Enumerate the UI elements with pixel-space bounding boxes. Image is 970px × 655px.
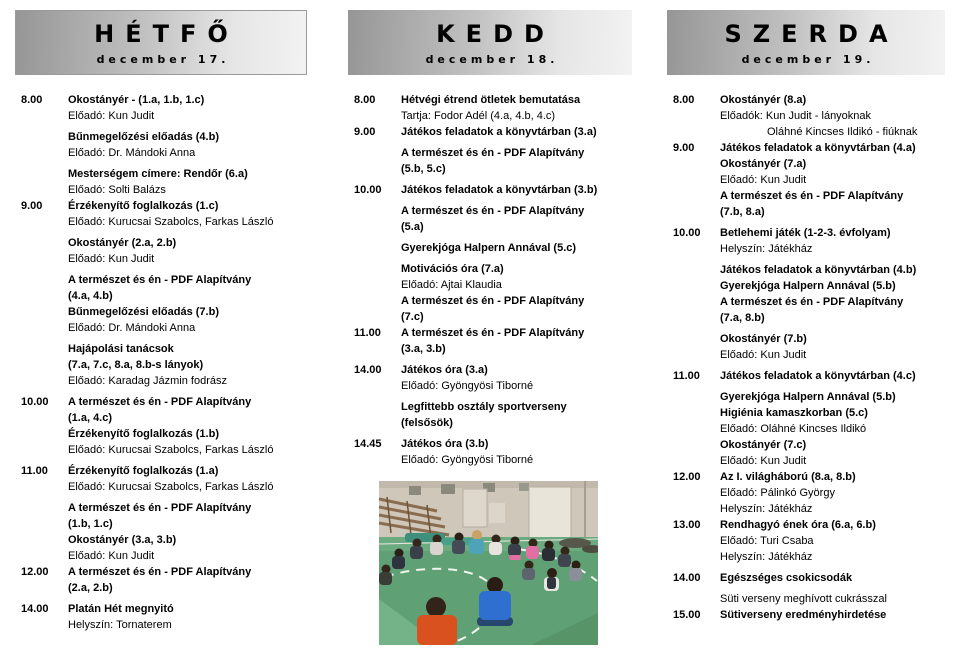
- entry-text: Előadó: Dr. Mándoki Anna: [68, 322, 196, 334]
- entry-text: Előadó: Kun Judit: [720, 455, 807, 467]
- schedule-entry: [667, 517, 955, 533]
- day-date-monday: december 17.: [96, 52, 230, 66]
- schedule-entry: [348, 277, 634, 293]
- entry-time: 11.00: [21, 465, 48, 477]
- schedule-entry: [667, 485, 955, 501]
- schedule-entry: [348, 309, 634, 325]
- schedule-entry: [348, 436, 634, 452]
- entry-text: Előadó: Kun Judit: [720, 349, 807, 361]
- schedule-entry: [15, 394, 309, 410]
- entry-text: Játékos feladatok a könyvtárban (4.b): [720, 264, 917, 276]
- schedule-entry: [15, 463, 309, 479]
- schedule-entry: [667, 225, 955, 241]
- schedule-entry: [667, 501, 955, 517]
- schedule-entry: [15, 288, 309, 304]
- entry-time: 13.00: [673, 519, 701, 531]
- schedule-entry: [15, 617, 309, 633]
- entry-text: Előadó: Oláhné Kincses Ildikó: [720, 423, 867, 435]
- schedule-entry: [667, 140, 955, 156]
- entry-text: Gyerekjóga Halpern Annával (5.b): [720, 391, 896, 403]
- schedule-entry: [15, 500, 309, 516]
- entry-text: A természet és én - PDF Alapítvány: [68, 502, 252, 514]
- day-header-tuesday: [348, 10, 632, 75]
- schedule-entry: [15, 145, 309, 161]
- schedule-entry: [348, 261, 634, 277]
- entry-text: A természet és én - PDF Alapítvány: [401, 205, 585, 217]
- entry-time: 12.00: [673, 471, 701, 483]
- entry-text: Hajápolási tanácsok: [68, 343, 174, 355]
- day-date-wednesday: december 19.: [741, 52, 875, 66]
- entry-text: (7.a, 7.c, 8.a, 8.b-s lányok): [68, 359, 204, 371]
- schedule-entry: [348, 240, 634, 256]
- schedule-entry: [667, 156, 955, 172]
- entry-text: (7.a, 8.b): [720, 312, 765, 324]
- entry-text: Okostányér (7.b): [720, 333, 807, 345]
- day-title-tuesday: KEDD: [436, 19, 555, 48]
- entry-text: Platán Hét megnyitó: [68, 603, 174, 615]
- entry-text: A természet és én - PDF Alapítvány: [401, 327, 585, 339]
- entry-text: Érzékenyítő foglalkozás (1.a): [68, 465, 219, 477]
- entry-time: 11.00: [354, 327, 381, 339]
- entry-text: Rendhagyó ének óra (6.a, 6.b): [720, 519, 876, 531]
- entry-text: Hétvégi étrend ötletek bemutatása: [401, 94, 581, 106]
- day-column-wednesday: [667, 10, 955, 623]
- schedule-entry: [348, 108, 634, 124]
- schedule-entry: [667, 204, 955, 220]
- schedule-entry: [15, 320, 309, 336]
- entry-time: 8.00: [354, 94, 376, 106]
- schedule-entry: [667, 591, 955, 607]
- entry-text: (5.b, 5.c): [401, 163, 446, 175]
- schedule-entry: [15, 251, 309, 267]
- entry-time: 14.00: [21, 603, 49, 615]
- schedule-entry: [15, 166, 309, 182]
- schedule-entry: [667, 469, 955, 485]
- schedule-entry: [667, 262, 955, 278]
- entry-text: Az I. világháború (8.a, 8.b): [720, 471, 856, 483]
- entry-time: 12.00: [21, 566, 49, 578]
- entry-text: (2.a, 2.b): [68, 582, 113, 594]
- schedule-monday: [15, 92, 309, 633]
- day-header-wednesday: [667, 10, 945, 75]
- schedule-entry: [15, 182, 309, 198]
- entry-time: 8.00: [21, 94, 43, 106]
- entry-text: Játékos feladatok a könyvtárban (3.a): [401, 126, 597, 138]
- day-column-tuesday: [348, 10, 634, 645]
- entry-text: Helyszín: Tornaterem: [68, 619, 172, 631]
- day-column-monday: [15, 10, 309, 633]
- entry-text: (5.a): [401, 221, 424, 233]
- schedule-entry: [667, 570, 955, 586]
- entry-text: A természet és én - PDF Alapítvány: [720, 296, 904, 308]
- schedule-entry: [667, 453, 955, 469]
- entry-text: Előadó: Kun Judit: [68, 550, 155, 562]
- day-date-tuesday: december 18.: [425, 52, 559, 66]
- entry-text: Helyszín: Játékház: [720, 551, 813, 563]
- schedule-entry: [15, 373, 309, 389]
- schedule-entry: [15, 272, 309, 288]
- entry-text: Süti verseny meghívott cukrásszal: [720, 593, 887, 605]
- schedule-entry: [667, 437, 955, 453]
- schedule-entry: [348, 362, 634, 378]
- entry-text: Oláhné Kincses Ildikó - fiúknak: [767, 126, 918, 138]
- schedule-entry: [15, 516, 309, 532]
- schedule-entry: [348, 452, 634, 468]
- schedule-entry: [667, 421, 955, 437]
- schedule-entry: [15, 410, 309, 426]
- entry-text: Okostányér - (1.a, 1.b, 1.c): [68, 94, 205, 106]
- entry-time: 9.00: [354, 126, 376, 138]
- entry-text: A természet és én - PDF Alapítvány: [720, 190, 904, 202]
- entry-text: Előadó: Kurucsai Szabolcs, Farkas László: [68, 481, 274, 493]
- entry-text: Előadó: Ajtai Klaudia: [401, 279, 502, 291]
- schedule-entry: [667, 310, 955, 326]
- entry-time: 9.00: [21, 200, 43, 212]
- schedule-entry: [667, 389, 955, 405]
- schedule-entry: [348, 161, 634, 177]
- schedule-entry: [15, 564, 309, 580]
- entry-text: Egészséges csokicsodák: [720, 572, 853, 584]
- entry-text: (7.b, 8.a): [720, 206, 765, 218]
- entry-text: Előadó: Kurucsai Szabolcs, Farkas László: [68, 216, 274, 228]
- entry-time: 14.00: [354, 364, 382, 376]
- entry-text: Higiénia kamaszkorban (5.c): [720, 407, 868, 419]
- entry-text: Mesterségem címere: Rendőr (6.a): [68, 168, 248, 180]
- entry-time: 14.00: [673, 572, 701, 584]
- schedule-entry: [348, 293, 634, 309]
- schedule-entry: [15, 426, 309, 442]
- schedule-entry: [667, 278, 955, 294]
- entry-text: (7.c): [401, 311, 424, 323]
- schedule-tuesday: [348, 92, 634, 468]
- entry-text: Gyerekjóga Halpern Annával (5.c): [401, 242, 577, 254]
- schedule-entry: [348, 341, 634, 357]
- schedule-wednesday: [667, 92, 955, 623]
- entry-time: 14.45: [354, 438, 382, 450]
- schedule-entry: [15, 235, 309, 251]
- schedule-entry: [348, 124, 634, 140]
- entry-text: A természet és én - PDF Alapítvány: [401, 295, 585, 307]
- entry-text: Játékos feladatok a könyvtárban (4.a): [720, 142, 916, 154]
- schedule-entry: [348, 92, 634, 108]
- entry-text: Motivációs óra (7.a): [401, 263, 504, 275]
- schedule-entry: [15, 341, 309, 357]
- entry-time: 9.00: [673, 142, 695, 154]
- entry-text: Előadó: Solti Balázs: [68, 184, 166, 196]
- schedule-entry: [348, 325, 634, 341]
- entry-text: Bűnmegelőzési előadás (7.b): [68, 306, 219, 318]
- schedule-entry: [667, 92, 955, 108]
- entry-text: A természet és én - PDF Alapítvány: [68, 396, 252, 408]
- entry-text: (1.b, 1.c): [68, 518, 113, 530]
- entry-text: Előadó: Kun Judit: [720, 174, 807, 186]
- entry-text: Előadó: Turi Csaba: [720, 535, 814, 547]
- entry-text: Tartja: Fodor Adél (4.a, 4.b, 4.c): [401, 110, 556, 122]
- entry-text: Sütiverseny eredményhirdetése: [720, 609, 887, 621]
- entry-text: A természet és én - PDF Alapítvány: [68, 566, 252, 578]
- entry-text: Okostányér (8.a): [720, 94, 807, 106]
- entry-text: Előadó: Pálinkó György: [720, 487, 835, 499]
- entry-text: Játékos óra (3.a): [401, 364, 488, 376]
- entry-text: Helyszín: Játékház: [720, 503, 813, 515]
- schedule-entry: [348, 145, 634, 161]
- entry-time: 10.00: [673, 227, 701, 239]
- schedule-entry: [667, 294, 955, 310]
- entry-text: Játékos feladatok a könyvtárban (3.b): [401, 184, 598, 196]
- entry-text: Játékos feladatok a könyvtárban (4.c): [720, 370, 916, 382]
- schedule-entry: [667, 347, 955, 363]
- schedule-entry: [15, 214, 309, 230]
- schedule-entry: [15, 304, 309, 320]
- entry-time: 10.00: [354, 184, 382, 196]
- day-header-monday: [15, 10, 307, 75]
- schedule-entry: [348, 399, 634, 415]
- entry-text: Előadó: Gyöngyösi Tiborné: [401, 454, 534, 466]
- entry-text: Okostányér (2.a, 2.b): [68, 237, 177, 249]
- schedule-entry: [15, 580, 309, 596]
- entry-text: (3.a, 3.b): [401, 343, 446, 355]
- schedule-entry: [667, 533, 955, 549]
- entry-text: (4.a, 4.b): [68, 290, 113, 302]
- schedule-entry: [15, 129, 309, 145]
- schedule-entry: [348, 378, 634, 394]
- entry-text: A természet és én - PDF Alapítvány: [68, 274, 252, 286]
- schedule-entry: [348, 203, 634, 219]
- entry-text: Előadó: Kun Judit: [68, 110, 155, 122]
- schedule-entry: [348, 415, 634, 431]
- day-title-monday: HÉTFŐ: [94, 19, 239, 48]
- entry-text: (1.a, 4.c): [68, 412, 113, 424]
- schedule-entry: [15, 548, 309, 564]
- entry-text: Okostányér (3.a, 3.b): [68, 534, 177, 546]
- schedule-entry: [15, 532, 309, 548]
- schedule-entry: [15, 198, 309, 214]
- schedule-entry: [667, 188, 955, 204]
- entry-text: A természet és én - PDF Alapítvány: [401, 147, 585, 159]
- schedule-entry: [15, 92, 309, 108]
- entry-text: Érzékenyítő foglalkozás (1.b): [68, 428, 219, 440]
- schedule-entry: [15, 442, 309, 458]
- entry-time: 10.00: [21, 396, 49, 408]
- schedule-entry: [348, 219, 634, 235]
- schedule-entry: [15, 108, 309, 124]
- entry-text: Előadó: Karadag Jázmin fodrász: [68, 375, 227, 387]
- schedule-entry: [667, 549, 955, 565]
- entry-text: Előadó: Dr. Mándoki Anna: [68, 147, 196, 159]
- entry-text: Legfittebb osztály sportverseny: [401, 401, 567, 413]
- day-title-wednesday: SZERDA: [724, 19, 899, 48]
- entry-time: 8.00: [673, 94, 695, 106]
- schedule-entry: [667, 368, 955, 384]
- entry-text: Előadók: Kun Judit - lányoknak: [720, 110, 872, 122]
- schedule-entry: [667, 124, 955, 140]
- entry-text: Okostányér (7.c): [720, 439, 807, 451]
- schedule-entry: [667, 607, 955, 623]
- entry-text: Gyerekjóga Halpern Annával (5.b): [720, 280, 896, 292]
- entry-text: (felsősök): [401, 417, 453, 429]
- entry-text: Betlehemi játék (1-2-3. évfolyam): [720, 227, 891, 239]
- schedule-entry: [667, 108, 955, 124]
- entry-time: 15.00: [673, 609, 701, 621]
- schedule-entry: [667, 241, 955, 257]
- entry-text: Helyszín: Játékház: [720, 243, 813, 255]
- schedule-entry: [667, 331, 955, 347]
- gym-children-photo: [379, 481, 598, 645]
- entry-text: Bűnmegelőzési előadás (4.b): [68, 131, 219, 143]
- entry-text: Érzékenyítő foglalkozás (1.c): [68, 200, 219, 212]
- entry-text: Előadó: Kun Judit: [68, 253, 155, 265]
- schedule-entry: [667, 172, 955, 188]
- entry-text: Előadó: Gyöngyösi Tiborné: [401, 380, 534, 392]
- schedule-entry: [15, 601, 309, 617]
- entry-text: Előadó: Kurucsai Szabolcs, Farkas László: [68, 444, 274, 456]
- entry-time: 11.00: [673, 370, 700, 382]
- schedule-entry: [667, 405, 955, 421]
- schedule-entry: [15, 479, 309, 495]
- entry-text: Okostányér (7.a): [720, 158, 807, 170]
- schedule-entry: [15, 357, 309, 373]
- schedule-entry: [348, 182, 634, 198]
- entry-text: Játékos óra (3.b): [401, 438, 489, 450]
